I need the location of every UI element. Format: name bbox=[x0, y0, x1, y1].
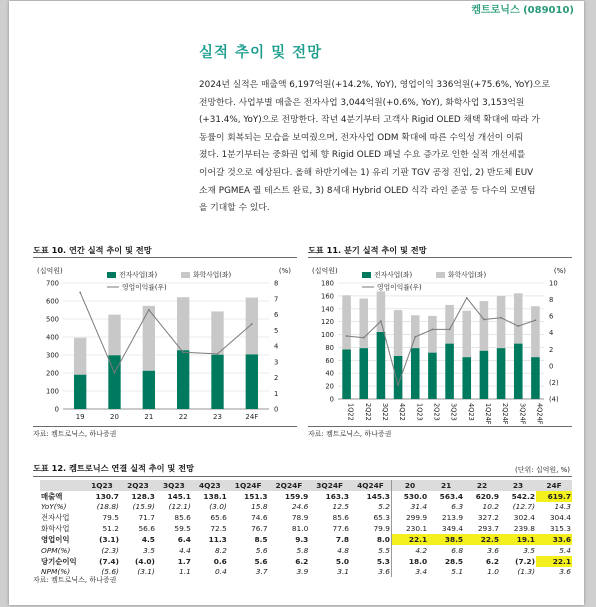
legend-label: 영업이익률(우) bbox=[377, 283, 422, 292]
table-cell: 24.6 bbox=[291, 502, 309, 512]
fig12-unit: (단위: 십억원, %) bbox=[515, 466, 570, 474]
table-cell: 11.3 bbox=[208, 535, 227, 544]
table-cell: 349.4 bbox=[441, 524, 464, 533]
electronics-bar bbox=[428, 353, 437, 399]
table-cell: 33.6 bbox=[536, 534, 572, 545]
table-cell: 38.5 bbox=[428, 534, 464, 545]
row-label: 화학사업 bbox=[41, 524, 70, 533]
table-cell: 6.2 bbox=[485, 556, 500, 566]
y2-tick-label: (2) bbox=[549, 378, 559, 387]
margin-point bbox=[363, 337, 365, 339]
margin-point bbox=[414, 336, 416, 338]
margin-point bbox=[79, 292, 81, 294]
electronics-bar bbox=[211, 355, 223, 409]
table-cell: 5.6 bbox=[254, 556, 268, 566]
results-table bbox=[40, 480, 572, 577]
fig10-bottom-rule bbox=[33, 426, 297, 427]
x-tick-label: 1Q23 bbox=[415, 403, 424, 421]
electronics-bar bbox=[480, 351, 489, 399]
x-tick-label: 19 bbox=[75, 413, 85, 421]
table-cell: 22.1 bbox=[391, 534, 428, 545]
electronics-bar bbox=[411, 348, 420, 399]
y-tick-label: 100 bbox=[321, 331, 334, 340]
x-tick-label: 3Q22 bbox=[380, 403, 389, 421]
body-line: 이어갈 것으로 예상된다. 올해 하반기에는 1) 유리 기판 TGV 공정 진입, 2) 반도체 EUV bbox=[199, 167, 534, 178]
fig11-chart bbox=[308, 259, 572, 425]
fig11-rule bbox=[308, 257, 572, 258]
table-row bbox=[40, 502, 572, 513]
electronics-bar bbox=[497, 348, 506, 399]
table-cell: 230.1 bbox=[391, 523, 428, 534]
table-cell: 327.2 bbox=[477, 513, 500, 522]
table-cell: 59.5 bbox=[174, 524, 191, 533]
margin-point bbox=[432, 329, 434, 331]
table-cell: 8.0 bbox=[376, 535, 390, 544]
y2-tick-label: 0 bbox=[274, 405, 279, 414]
table-cell: 7.8 bbox=[335, 535, 350, 544]
electronics-bar bbox=[74, 375, 86, 409]
margin-line bbox=[347, 298, 536, 385]
margin-point bbox=[500, 317, 502, 319]
fig10-rule bbox=[33, 257, 297, 258]
table-cell: 78.9 bbox=[291, 513, 309, 522]
table-row bbox=[40, 567, 572, 578]
table-cell: 159.9 bbox=[284, 491, 309, 501]
table-cell: 15.8 bbox=[251, 502, 268, 512]
table-cell: (7.4) bbox=[99, 556, 119, 566]
legend-swatch-chemical bbox=[181, 272, 190, 278]
body-line: 2024년 실적은 매출액 6,197억원(+14.2%, YoY), 영업이익 336억원(+75.6%, YoY)으로 bbox=[199, 80, 551, 90]
x-tick-label: 2Q24F bbox=[501, 403, 510, 425]
row-label: 당기순이익 bbox=[41, 556, 77, 566]
table-cell: 302.4 bbox=[513, 513, 535, 522]
chemical-bar bbox=[462, 311, 471, 357]
margin-point bbox=[217, 353, 219, 355]
fig11-bottom-rule bbox=[308, 426, 572, 427]
y-tick-label: 100 bbox=[46, 387, 59, 396]
electronics-bar bbox=[342, 349, 351, 399]
table-cell: 0.4 bbox=[215, 567, 227, 577]
chemical-bar bbox=[428, 316, 437, 353]
table-cell: 3.6 bbox=[378, 567, 390, 577]
table-row bbox=[40, 545, 572, 556]
table-cell: 85.6 bbox=[174, 513, 191, 522]
margin-point bbox=[114, 372, 116, 374]
x-tick-label: 24F bbox=[245, 413, 259, 421]
table-cell: 31.4 bbox=[391, 502, 428, 513]
electronics-bar bbox=[377, 332, 386, 399]
row-label: 매출액 bbox=[41, 491, 63, 501]
table-cell: 620.9 bbox=[475, 491, 500, 501]
y2-tick-label: 5 bbox=[274, 326, 279, 335]
body-text bbox=[199, 77, 556, 218]
column-header: 23 bbox=[500, 480, 536, 491]
table-cell: 5.8 bbox=[296, 545, 309, 555]
table-cell: 6.8 bbox=[451, 545, 464, 555]
table-cell: (15.9) bbox=[132, 502, 155, 512]
row-label: 전자사업 bbox=[41, 513, 70, 522]
chemical-bar bbox=[246, 298, 258, 355]
electronics-bar bbox=[246, 354, 258, 409]
electronics-bar bbox=[462, 357, 471, 399]
table-cell: 85.6 bbox=[332, 513, 350, 522]
table-cell: 5.6 bbox=[255, 545, 268, 555]
table-cell: 4.4 bbox=[179, 545, 191, 555]
fig11-source: 자료: 켐트로닉스, 하나증권 bbox=[308, 430, 392, 438]
table-cell: 76.7 bbox=[251, 524, 268, 533]
table-cell: 3.1 bbox=[337, 567, 350, 577]
y-tick-label: 700 bbox=[46, 279, 59, 288]
row-label: OPM(%) bbox=[41, 545, 71, 555]
y2-tick-label: 4 bbox=[549, 329, 554, 338]
table-cell: 65.6 bbox=[210, 513, 227, 522]
table-cell: 128.3 bbox=[131, 491, 155, 501]
table-cell: 10.2 bbox=[482, 502, 500, 512]
y2-tick-label: 6 bbox=[274, 311, 279, 319]
fig12-rule bbox=[33, 476, 572, 477]
table-cell: 22.5 bbox=[464, 534, 500, 545]
left-axis-unit: (십억원) bbox=[37, 267, 63, 275]
table-cell: 5.5 bbox=[378, 545, 390, 555]
y2-tick-label: 0 bbox=[549, 362, 554, 371]
margin-point bbox=[346, 335, 348, 337]
table-cell: 79.9 bbox=[373, 524, 390, 533]
y-tick-label: 180 bbox=[321, 279, 334, 288]
margin-point bbox=[251, 323, 253, 325]
x-tick-label: 22 bbox=[178, 413, 188, 421]
body-line: 소재 PGMEA 퀄 테스트 완료, 3) 8세대 Hybrid OLED 식각 라인 준공 등 다수의 모멘텀 bbox=[199, 185, 536, 196]
y2-tick-label: 8 bbox=[549, 296, 554, 305]
x-tick-label: 3Q24F bbox=[518, 403, 527, 425]
table-cell: 304.4 bbox=[549, 513, 571, 522]
body-line: (+31.4%, YoY)으로 전망한다. 작년 4분기부터 고객사 Rigid OLED 채택 확대에 따라 가 bbox=[199, 115, 540, 126]
table-cell: (3.0) bbox=[209, 502, 227, 512]
table-cell: 65.3 bbox=[373, 513, 390, 522]
x-tick-label: 1Q24F bbox=[483, 403, 492, 425]
table-cell: 239.8 bbox=[513, 524, 535, 533]
y-tick-label: 200 bbox=[46, 369, 59, 378]
electronics-bar bbox=[143, 371, 155, 409]
electronics-bar bbox=[359, 348, 368, 399]
y-tick-label: 80 bbox=[325, 343, 334, 352]
table-cell: 4.2 bbox=[391, 545, 428, 556]
table-cell: 74.6 bbox=[251, 513, 268, 522]
table-cell: 315.3 bbox=[549, 524, 571, 533]
table-cell: (12.1) bbox=[168, 502, 191, 512]
table-cell: 163.3 bbox=[325, 491, 350, 501]
margin-point bbox=[517, 325, 519, 327]
legend-swatch-electronics bbox=[362, 272, 371, 278]
row-label: YoY(%) bbox=[41, 502, 67, 512]
margin-point bbox=[483, 319, 485, 321]
table-cell: (3.1) bbox=[137, 567, 155, 577]
column-header: 4Q23 bbox=[192, 480, 228, 491]
fig12-source: 자료: 켐트로닉스, 하나증권 bbox=[33, 576, 117, 584]
table-cell: 9.3 bbox=[295, 535, 309, 544]
fig11-title: 도표 11. 분기 실적 추이 및 전망 bbox=[308, 245, 427, 255]
table-cell: 5.0 bbox=[335, 556, 350, 566]
column-header: 2Q24F bbox=[269, 480, 310, 491]
column-header: 1Q23 bbox=[84, 480, 120, 491]
table-cell: (18.8) bbox=[96, 502, 119, 512]
y2-tick-label: 3 bbox=[274, 358, 279, 367]
table-cell: 22.1 bbox=[536, 556, 572, 567]
table-cell: 28.5 bbox=[444, 556, 464, 566]
column-header: 21 bbox=[428, 480, 464, 491]
body-line: 졌다. 1분기부터는 중화권 업체 향 Rigid OLED 패널 수요 증가로 인한 실적 개선세를 bbox=[199, 150, 526, 161]
margin-point bbox=[449, 329, 451, 331]
legend-label: 전자사업(좌) bbox=[119, 271, 158, 279]
body-line: 동률이 회복되는 모습을 보여줬으며, 전자사업 ODM 확대에 따른 수익성 개선이 이뤄 bbox=[199, 132, 523, 143]
table-cell: 145.3 bbox=[366, 491, 390, 501]
legend-label: 화학사업(좌) bbox=[193, 271, 232, 279]
table-cell: (4.0) bbox=[135, 556, 155, 566]
table-cell: 8.5 bbox=[254, 535, 268, 544]
x-tick-label: 20 bbox=[110, 413, 119, 421]
table-cell: 3.7 bbox=[255, 567, 268, 577]
chemical-bar bbox=[74, 338, 86, 375]
y2-tick-label: (4) bbox=[549, 395, 559, 404]
table-row bbox=[40, 523, 572, 534]
x-tick-label: 2Q23 bbox=[432, 403, 441, 421]
table-cell: (5.6) bbox=[101, 567, 119, 577]
table-cell: 145.1 bbox=[167, 491, 191, 501]
y-tick-label: 0 bbox=[54, 405, 59, 414]
table-cell: (3.1) bbox=[99, 535, 119, 544]
y-tick-label: 40 bbox=[325, 369, 334, 378]
table-cell: 530.0 bbox=[391, 491, 428, 502]
row-label: NPM(%) bbox=[41, 567, 71, 577]
y-tick-label: 160 bbox=[321, 292, 334, 301]
table-cell: 79.5 bbox=[102, 513, 119, 522]
chemical-bar bbox=[531, 306, 540, 357]
table-cell: 14.3 bbox=[554, 502, 571, 512]
y-tick-label: 140 bbox=[321, 305, 334, 314]
fig12-title: 도표 12. 켐트로닉스 연결 실적 추이 및 전망 bbox=[33, 463, 195, 473]
y-tick-label: 20 bbox=[325, 382, 334, 391]
x-tick-label: 4Q23 bbox=[466, 403, 475, 421]
x-tick-label: 4Q24F bbox=[535, 403, 544, 425]
legend-label: 영업이익률(우) bbox=[122, 283, 167, 292]
table-cell: 3.6 bbox=[559, 567, 571, 577]
chemical-bar bbox=[411, 315, 420, 348]
chemical-bar bbox=[211, 311, 223, 354]
y-tick-label: 300 bbox=[46, 351, 59, 360]
table-cell: 3.5 bbox=[143, 545, 155, 555]
company-tag: 켐트로닉스 (089010) bbox=[471, 5, 574, 16]
table-cell: 3.9 bbox=[296, 567, 309, 577]
table-cell: 5.3 bbox=[376, 556, 390, 566]
body-line: 을 기대할 수 있다. bbox=[199, 203, 270, 214]
table-cell: 71.7 bbox=[138, 513, 155, 522]
legend-swatch-electronics bbox=[107, 272, 116, 278]
table-cell: 19.1 bbox=[500, 534, 536, 545]
chemical-bar bbox=[177, 297, 189, 350]
table-row bbox=[40, 534, 572, 545]
table-cell: 72.5 bbox=[210, 524, 227, 533]
table-row bbox=[40, 512, 572, 523]
margin-point bbox=[380, 320, 382, 322]
electronics-bar bbox=[514, 344, 523, 399]
electronics-bar bbox=[531, 357, 540, 399]
table-cell: 6.3 bbox=[451, 502, 464, 512]
table-cell: 619.7 bbox=[536, 491, 572, 502]
table-cell: 563.4 bbox=[439, 491, 464, 501]
table-cell: (1.3) bbox=[517, 567, 535, 577]
table-cell: 542.2 bbox=[511, 491, 535, 501]
x-tick-label: 1Q22 bbox=[346, 403, 355, 421]
table-cell: 0.6 bbox=[213, 556, 227, 566]
column-header: 22 bbox=[464, 480, 500, 491]
y2-tick-label: 7 bbox=[274, 295, 279, 304]
chemical-bar bbox=[342, 295, 351, 349]
y2-tick-label: 1 bbox=[274, 389, 279, 398]
chemical-bar bbox=[108, 315, 120, 356]
x-tick-label: 23 bbox=[213, 413, 222, 421]
table-cell: 1.0 bbox=[487, 567, 500, 577]
margin-point bbox=[182, 351, 184, 353]
table-cell: 3.4 bbox=[391, 567, 428, 578]
chemical-bar bbox=[377, 291, 386, 332]
table-cell: 1.7 bbox=[177, 556, 191, 566]
section-title: 실적 추이 및 전망 bbox=[199, 45, 323, 61]
y2-tick-label: 2 bbox=[549, 345, 554, 354]
legend-label: 화학사업(좌) bbox=[448, 271, 487, 279]
margin-point bbox=[466, 297, 468, 299]
margin-point bbox=[397, 384, 399, 386]
right-axis-unit: (%) bbox=[278, 267, 291, 275]
table-row bbox=[40, 491, 572, 502]
table-cell: 6.2 bbox=[295, 556, 309, 566]
table-cell: (2.3) bbox=[101, 545, 119, 555]
electronics-bar bbox=[177, 350, 189, 409]
x-tick-label: 3Q23 bbox=[449, 403, 458, 421]
y-tick-label: 0 bbox=[329, 395, 334, 404]
table-cell: (12.7) bbox=[512, 502, 535, 512]
y2-tick-label: 2 bbox=[274, 374, 279, 382]
y2-tick-label: 6 bbox=[549, 312, 554, 321]
table-cell: 3.5 bbox=[523, 545, 535, 555]
table-cell: (7.2) bbox=[515, 556, 535, 566]
column-header: 3Q24F bbox=[309, 480, 350, 491]
column-header: 20 bbox=[391, 480, 428, 491]
table-cell: 51.2 bbox=[102, 524, 119, 533]
report-page bbox=[9, 1, 584, 605]
table-cell: 4.8 bbox=[337, 545, 350, 555]
chemical-bar bbox=[359, 298, 368, 348]
table-header-row bbox=[40, 480, 572, 491]
table-cell: 151.3 bbox=[244, 491, 268, 501]
column-header: 3Q23 bbox=[156, 480, 192, 491]
table-cell: 293.7 bbox=[477, 524, 500, 533]
margin-point bbox=[148, 309, 150, 311]
table-cell: 6.4 bbox=[177, 535, 191, 544]
x-tick-label: 2Q22 bbox=[363, 403, 372, 421]
table-cell: 5.1 bbox=[451, 567, 464, 577]
table-row bbox=[40, 556, 572, 567]
table-cell: 5.2 bbox=[378, 502, 390, 512]
table-cell: 130.7 bbox=[95, 491, 119, 501]
y2-tick-label: 8 bbox=[274, 279, 279, 288]
table-cell: 12.5 bbox=[332, 502, 350, 512]
table-cell: 56.6 bbox=[138, 524, 155, 533]
table-cell: 299.9 bbox=[391, 512, 428, 523]
chemical-bar bbox=[497, 296, 506, 348]
left-axis-unit: (십억원) bbox=[312, 267, 338, 275]
margin-point bbox=[535, 319, 537, 321]
table-cell: 5.4 bbox=[559, 545, 571, 555]
y-tick-label: 400 bbox=[46, 333, 59, 342]
body-line: 전망한다. 사업부별 매출은 전자사업 3,044억원(+0.6%, YoY), 화학사업 3,153억원 bbox=[199, 97, 525, 108]
table-cell: 3.6 bbox=[487, 545, 500, 555]
x-tick-label: 4Q22 bbox=[398, 403, 407, 421]
fig10-title: 도표 10. 연간 실적 추이 및 전망 bbox=[33, 245, 152, 255]
y-tick-label: 600 bbox=[46, 297, 59, 306]
legend-swatch-chemical bbox=[436, 272, 445, 278]
table-cell: 4.5 bbox=[141, 535, 155, 544]
fig10-chart bbox=[33, 259, 297, 425]
column-header bbox=[40, 480, 84, 491]
y-tick-label: 60 bbox=[325, 356, 334, 365]
column-header: 4Q24F bbox=[350, 480, 391, 491]
right-axis-unit: (%) bbox=[553, 267, 566, 275]
table-cell: 77.6 bbox=[332, 524, 350, 533]
column-header: 2Q23 bbox=[120, 480, 156, 491]
table-cell: 138.1 bbox=[203, 491, 227, 501]
y-tick-label: 120 bbox=[321, 318, 334, 327]
y2-tick-label: 10 bbox=[549, 279, 558, 288]
chemical-bar bbox=[480, 301, 489, 351]
y-tick-label: 500 bbox=[46, 315, 59, 324]
legend-label: 전자사업(좌) bbox=[374, 271, 413, 279]
fig10-source: 자료: 켐트로닉스, 하나증권 bbox=[33, 430, 117, 438]
table-cell: 81.0 bbox=[291, 524, 309, 533]
column-header: 1Q24F bbox=[228, 480, 269, 491]
table-cell: 8.2 bbox=[215, 545, 227, 555]
row-label: 영업이익 bbox=[41, 535, 70, 544]
x-tick-label: 21 bbox=[144, 413, 154, 421]
electronics-bar bbox=[445, 344, 454, 399]
chemical-bar bbox=[394, 310, 403, 356]
y2-tick-label: 4 bbox=[274, 342, 279, 351]
column-header: 24F bbox=[536, 480, 572, 491]
chemical-bar bbox=[514, 293, 523, 343]
table-cell: 1.1 bbox=[179, 567, 191, 577]
table-cell: 18.0 bbox=[391, 556, 428, 567]
table-cell: 213.9 bbox=[441, 513, 464, 522]
margin-line bbox=[80, 292, 252, 372]
